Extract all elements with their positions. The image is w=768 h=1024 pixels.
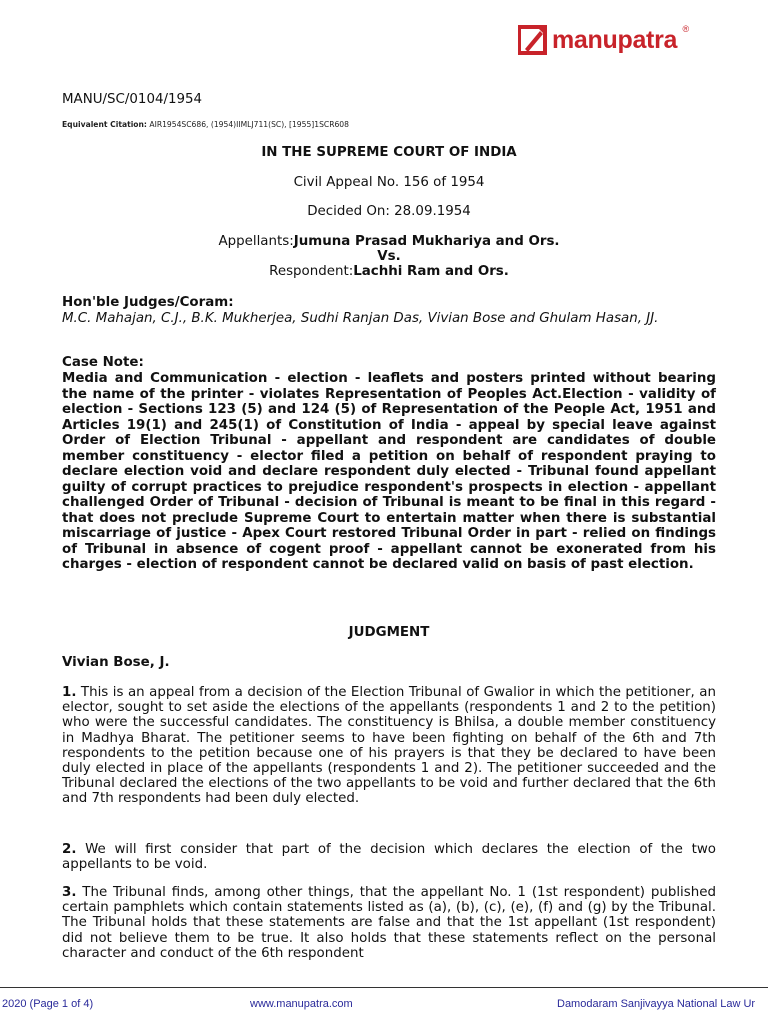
manupatra-logo: [518, 22, 690, 58]
case-note-text: Media and Communication - election - leaflets and posters printed without bearing the name of the printer - violates Representation of Peoples Act.Election - validity of election - Sections 123 (5) and 124 (5) of Representation of the People Act, 1951 and Articles 19(1) and 245(1) of Constitution of India - appeal by special leave against Order of Election Tribunal - appellant and respondent are candidates of double member constituency - elector filed a petition on behalf of respondent praying to declare election void and declare respondent duly elected - Tribunal found appellant guilty of corrupt practices to prejudice respondent's prospects in election - appellant challenged Order of Tribunal - decision of Tribunal is meant to be final in this regard - that does not preclude Supreme Court to entertain matter when there is substantial miscarriage of justice - Apex Court restored Tribunal Order in part - relied on findings of Tribunal in absence of cogent proof - appellant cannot be exonerated from his charges - election of respondent cannot be declared valid on basis of past election.: [62, 371, 716, 572]
judgment-author: Vivian Bose, J.: [62, 655, 170, 670]
coram-heading: Hon'ble Judges/Coram:: [62, 295, 234, 310]
manupatra-logo-icon: [518, 25, 548, 55]
respondent-line: [62, 264, 716, 279]
registered-mark: ®: [682, 24, 690, 34]
paragraph-number: 2.: [62, 842, 77, 857]
appellants-line: [62, 234, 716, 249]
coram-judges: M.C. Mahajan, C.J., B.K. Mukherjea, Sudhi Ranjan Das, Vivian Bose and Ghulam Hasan, JJ.: [62, 311, 659, 326]
footer-licensee: Damodaram Sanjivayya National Law Ur: [557, 998, 756, 1010]
equivalent-citation: [62, 117, 349, 132]
appeal-number: Civil Appeal No. 156 of 1954: [293, 175, 485, 190]
manupatra-logo-text: manupatra: [552, 25, 678, 54]
footer-divider: [0, 987, 768, 988]
equivalent-citation-label: Equivalent Citation:: [62, 120, 147, 129]
court-name: IN THE SUPREME COURT OF INDIA: [261, 145, 517, 160]
respondent-names: Lachhi Ram and Ors.: [353, 264, 509, 279]
appellants-names: Jumuna Prasad Mukhariya and Ors.: [293, 234, 560, 249]
paragraph-number: 1.: [62, 685, 77, 700]
respondent-label: Respondent:: [269, 264, 354, 279]
appellants-label: Appellants:: [218, 234, 294, 249]
judgment-paragraph-3: [62, 885, 716, 961]
paragraph-text: We will first consider that part of the decision which declares the election of the two appellants to be void.: [62, 842, 716, 873]
judgment-paragraph-2: [62, 842, 716, 872]
versus: Vs.: [377, 249, 401, 264]
manu-citation: MANU/SC/0104/1954: [62, 92, 203, 107]
footer-page-info: 2020 (Page 1 of 4): [2, 998, 94, 1010]
equivalent-citation-value: AIR1954SC686, (1954)IIMLJ711(SC), [1955]1SCR608: [149, 120, 349, 129]
judgment-heading: JUDGMENT: [348, 625, 430, 640]
case-note-heading: Case Note:: [62, 355, 144, 370]
paragraph-text: This is an appeal from a decision of the Election Tribunal of Gwalior in which the petitioner, an elector, sought to set aside the elections of the appellants (respondents 1 and 2 to the petition) who were the successful candidates. The constituency is Bhilsa, a double member constituency in Madhya Bharat. The petitioner seems to have been fighting on behalf of the 6th and 7th respondents to the petition because one of his prayers is that they be declared to have been duly elected in place of the appellants (respondents 1 and 2). The petitioner succeeded and the Tribunal declared the elections of the two appellants to be void and further declared that the 6th and 7th respondents had been duly elected.: [62, 685, 716, 807]
paragraph-number: 3.: [62, 885, 77, 900]
decided-on: Decided On: 28.09.1954: [307, 204, 471, 219]
footer-website-link[interactable]: www.manupatra.com: [250, 998, 353, 1010]
judgment-paragraph-1: [62, 685, 716, 807]
paragraph-text: The Tribunal finds, among other things, that the appellant No. 1 (1st respondent) published certain pamphlets which contain statements listed as (a), (b), (c), (e), (f) and (g) by the Tribunal. The Tribunal holds that these statements are false and that the 1st appellant (1st respondent) did not believe them to be true. It also holds that these statements reflect on the personal character and conduct of the 6th respondent: [62, 885, 716, 961]
